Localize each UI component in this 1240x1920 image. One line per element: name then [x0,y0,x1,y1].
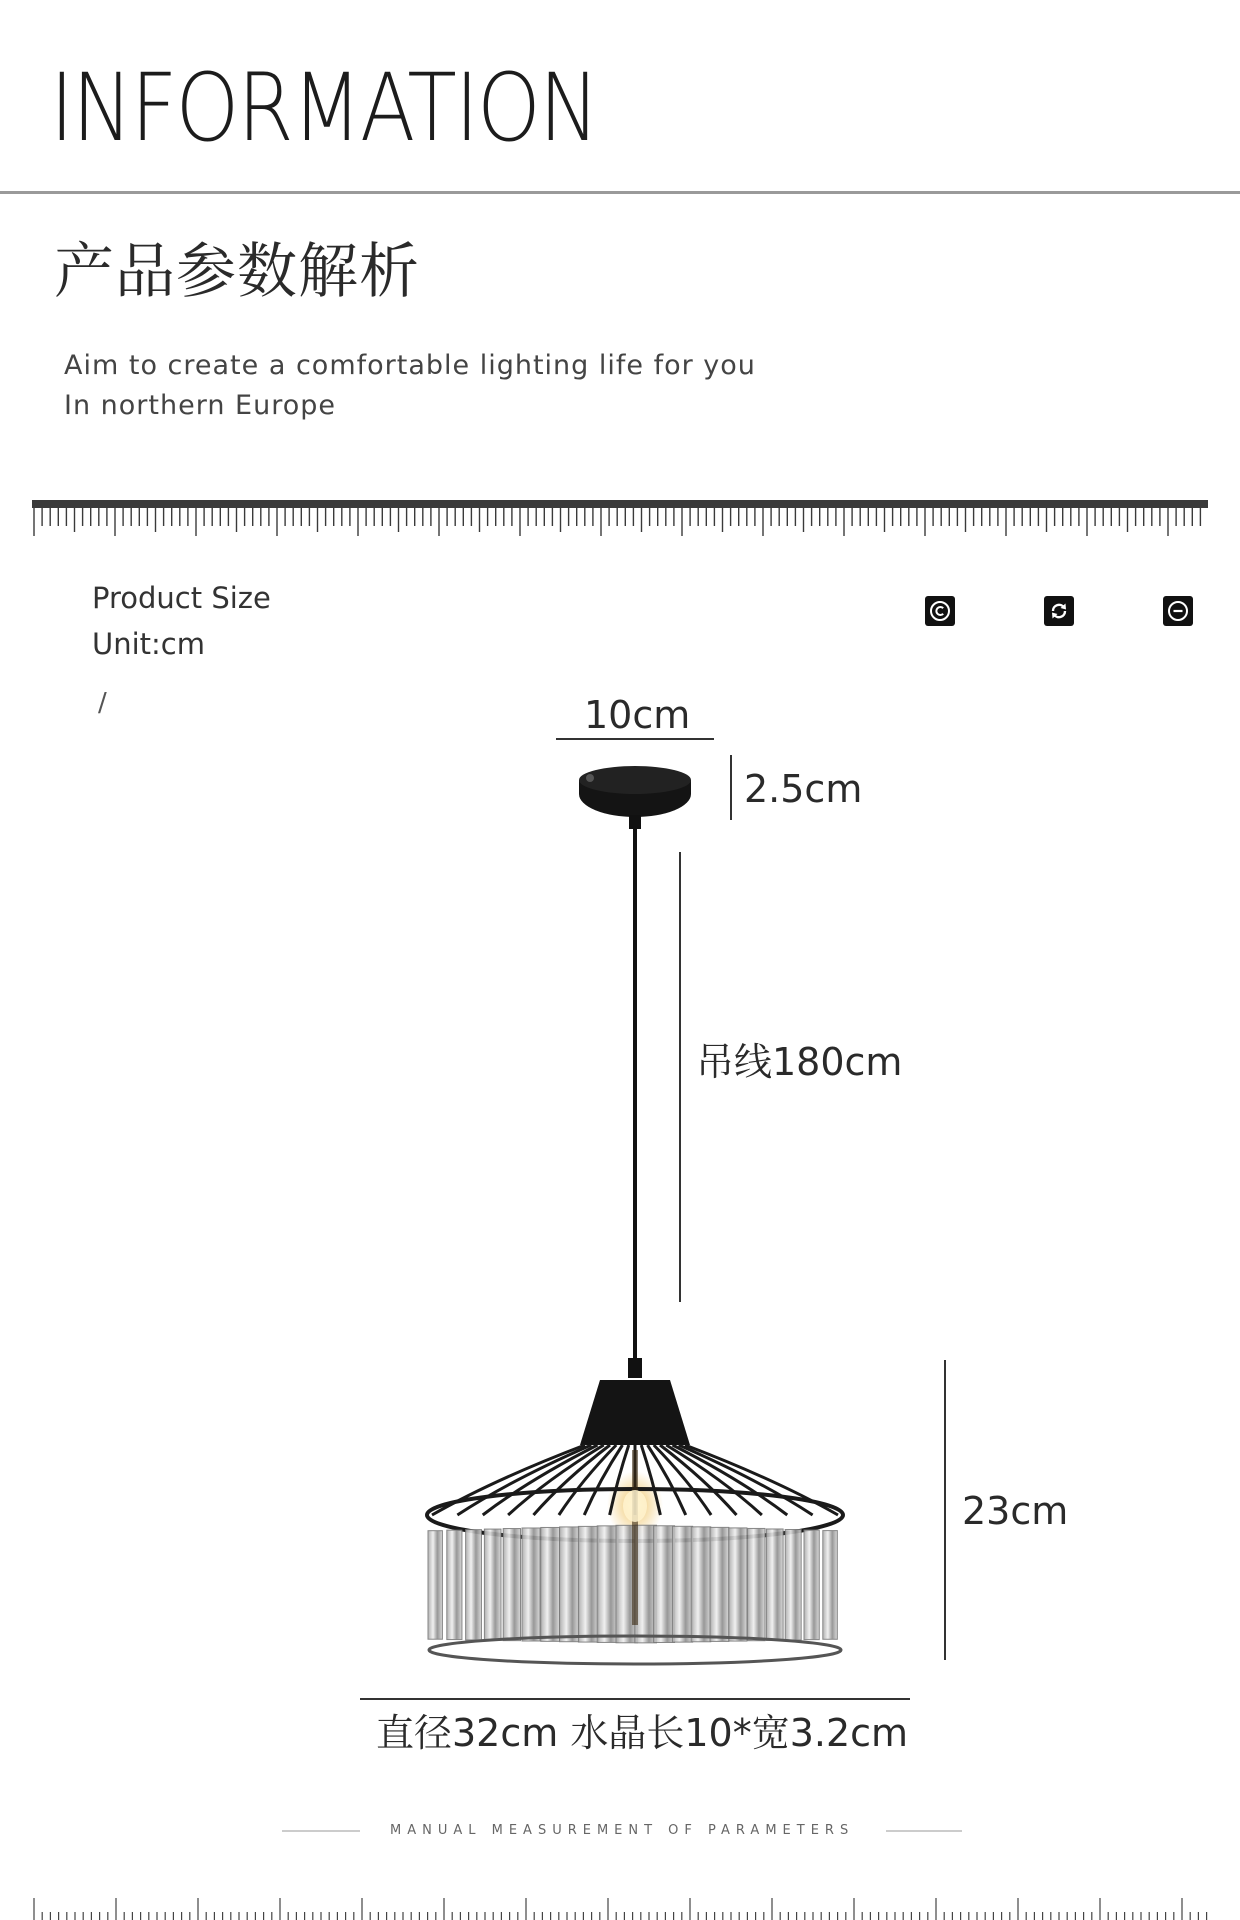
crystal-bar [823,1531,838,1640]
crystal-bar [748,1528,765,1640]
canopy-height-label: 2.5cm [744,767,863,811]
crystal-bar [710,1527,729,1641]
cord-length-label: 吊线180cm [696,1040,903,1084]
crystal-bar [522,1528,540,1641]
crystal-bar [484,1529,501,1640]
crystal-bar [654,1526,675,1643]
crystal-bar [672,1526,692,1642]
crystal-bar [597,1526,618,1643]
section-title-cn: 产品参数解析 [54,237,420,307]
crystal-bar [766,1529,783,1640]
slash-mark: / [98,688,107,718]
crystal-bar [804,1530,819,1640]
canopy-width-label: 10cm [584,693,691,737]
diameter-crystal-label: 直径32cm 水晶长10*宽3.2cm [376,1711,909,1755]
crystal-bar [578,1526,598,1642]
lamp-shade [427,1358,843,1664]
ceiling-canopy [579,766,691,829]
crystal-bar [560,1527,579,1642]
crystal-bar [447,1530,462,1639]
product-size-label: Product Size [92,581,271,615]
bottom-ruler [34,1898,1207,1920]
shade-height-label: 23cm [962,1489,1069,1533]
crystal-bar [503,1529,520,1641]
tagline-line-2: In northern Europe [64,390,336,421]
crystal-bar [785,1530,801,1640]
unit-label: Unit:cm [92,627,205,661]
crystal-bar [428,1531,442,1640]
crystal-bar [729,1528,747,1641]
page-title: INFORMATION [50,54,598,163]
footer-caption: MANUAL MEASUREMENT OF PARAMETERS [390,1823,855,1838]
crystal-bar [466,1530,482,1640]
crystal-bar [541,1527,560,1641]
tagline-line-1: Aim to create a comfortable lighting life for you [64,350,756,381]
crystal-bar [691,1527,711,1642]
